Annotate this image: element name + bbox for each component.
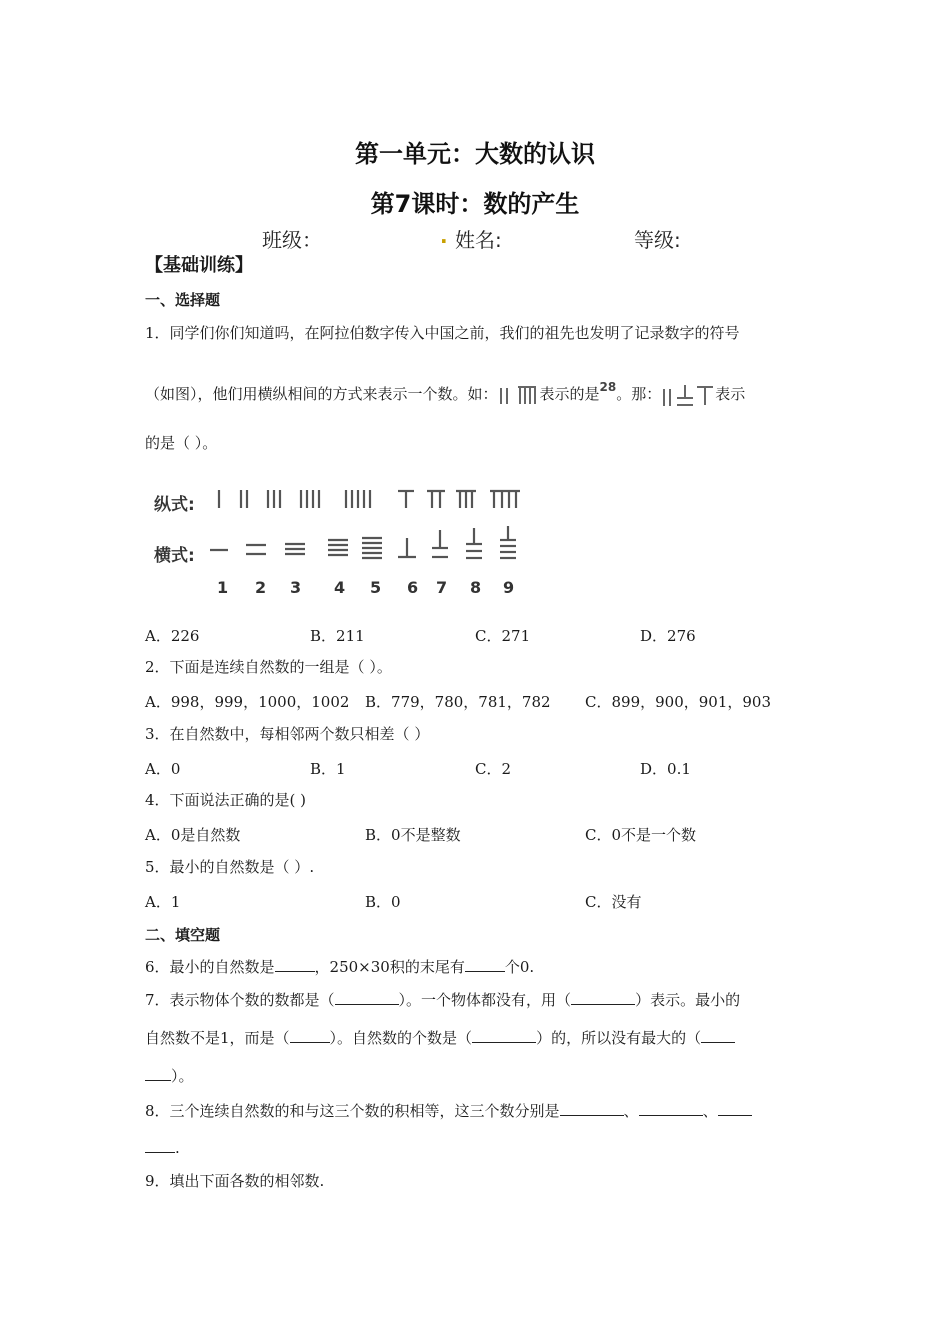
- q3-option-c[interactable]: C．2: [475, 760, 512, 778]
- q7-text-g: ）。: [171, 1067, 194, 1085]
- vertical-form-label: 纵式:: [154, 495, 195, 515]
- part1-heading: 一、选择题: [145, 291, 221, 309]
- lesson-title: 第7课时：数的产生: [370, 190, 580, 218]
- rod-horizontal-6: [398, 538, 416, 557]
- example-value: 28: [599, 380, 617, 394]
- class-label: 班级：: [262, 228, 322, 252]
- q8-sep-1: 、: [623, 1102, 639, 1120]
- rod-numeral-question-icon: [661, 381, 715, 409]
- q3-option-a[interactable]: A．0: [145, 760, 181, 778]
- q7-text-b: ）。一个物体都没有，用（: [398, 991, 572, 1009]
- q1-line2c: 。那：: [616, 385, 662, 403]
- digit-4: 4: [334, 578, 346, 597]
- q8-text-a: 8．三个连续自然数的和与这三个数的积相等，这三个数分别是: [145, 1102, 560, 1120]
- digit-2: 2: [255, 578, 267, 597]
- rod-horizontal-9: [500, 526, 516, 558]
- q8-blank-2[interactable]: [639, 1101, 703, 1116]
- digit-1: 1: [217, 578, 229, 597]
- rod-horizontal-8: [466, 528, 482, 558]
- q5-option-c[interactable]: C．没有: [585, 893, 642, 911]
- q6-text-b: ，250×30积的末尾有: [314, 958, 465, 976]
- q7-text-e: ）。自然数的个数是（: [329, 1029, 473, 1047]
- rod-horizontal-4: [328, 540, 348, 555]
- rod-numeral-example-icon: [498, 384, 540, 406]
- q5-option-a[interactable]: A．1: [145, 893, 181, 911]
- q1-line2b: 表示的是: [539, 385, 600, 403]
- digit-3: 3: [290, 578, 302, 597]
- q1-line3: 的是（ ）。: [145, 434, 218, 452]
- q8-blank-3a[interactable]: [718, 1101, 752, 1116]
- q1-option-b[interactable]: B．211: [310, 627, 365, 645]
- q6-blank-1[interactable]: [275, 957, 315, 972]
- q1-line2d: 表示: [715, 385, 746, 403]
- rod-numeral-table: [150, 478, 550, 608]
- q2-option-a[interactable]: A．998，999，1000，1002: [145, 693, 350, 711]
- q2-text: 2．下面是连续自然数的一组是（ ）。: [145, 658, 392, 676]
- q6: [145, 957, 534, 977]
- q7-blank-4[interactable]: [472, 1028, 536, 1043]
- separator-dot: .: [440, 224, 448, 248]
- rod-vertical-4: [301, 490, 319, 508]
- q4-option-b[interactable]: B．0不是整数: [365, 826, 461, 844]
- q7-blank-3[interactable]: [290, 1028, 330, 1043]
- q4-text: 4．下面说法正确的是( ): [145, 791, 307, 809]
- section-title: 【基础训练】: [145, 255, 253, 276]
- q7-line2: [145, 1028, 735, 1048]
- part2-heading: 二、填空题: [145, 926, 221, 944]
- q8-sep-2: 、: [702, 1102, 718, 1120]
- rod-vertical-8: [456, 491, 476, 508]
- q3-text: 3．在自然数中，每相邻两个数只相差（ ）: [145, 725, 430, 743]
- rod-horizontal-7: [432, 530, 448, 557]
- digit-9: 9: [503, 578, 515, 597]
- q7-text-d: 自然数不是1，而是（: [145, 1029, 290, 1047]
- grade-label: 等级:: [634, 228, 681, 252]
- q9-text: 9．填出下面各数的相邻数.: [145, 1172, 325, 1190]
- q6-blank-2[interactable]: [465, 957, 505, 972]
- horizontal-form-label: 横式:: [154, 546, 195, 566]
- q1-line2a: （如图），他们用横纵相间的方式来表示一个数。如：: [145, 385, 498, 403]
- q7-blank-2[interactable]: [571, 990, 635, 1005]
- rod-vertical-5: [346, 490, 370, 508]
- q7-text-f: ）的，所以没有最大的（: [536, 1029, 702, 1047]
- q1-option-a[interactable]: A．226: [145, 627, 200, 645]
- rod-vertical-2: [241, 490, 247, 508]
- rod-horizontal-3: [285, 544, 305, 554]
- q2-option-c[interactable]: C．899，900，901，903: [585, 693, 771, 711]
- digit-6: 6: [407, 578, 419, 597]
- digit-8: 8: [470, 578, 482, 597]
- rod-vertical-6: [398, 491, 414, 508]
- digit-5: 5: [370, 578, 382, 597]
- q8-blank-3b[interactable]: [145, 1138, 175, 1153]
- q4-option-a[interactable]: A．0是自然数: [145, 826, 241, 844]
- q7-blank-1[interactable]: [335, 990, 399, 1005]
- q3-option-b[interactable]: B．1: [310, 760, 346, 778]
- q1-line1: 1．同学们你们知道吗，在阿拉伯数字传入中国之前，我们的祖先也发明了记录数字的符号: [145, 324, 740, 342]
- q8-blank-1[interactable]: [560, 1101, 624, 1116]
- q2-option-b[interactable]: B．779，780，781，782: [365, 693, 551, 711]
- q8-line1: [145, 1101, 752, 1121]
- rod-vertical-3: [268, 490, 280, 508]
- q7-blank-5a[interactable]: [701, 1028, 735, 1043]
- rod-vertical-9: [490, 491, 520, 508]
- page-title: 第一单元：大数的认识: [355, 140, 595, 168]
- rod-numerals-chart: [150, 478, 550, 573]
- q8-end: .: [175, 1139, 180, 1157]
- q1-option-c[interactable]: C．271: [475, 627, 531, 645]
- q4-option-c[interactable]: C．0不是一个数: [585, 826, 697, 844]
- q6-text-c: 个0.: [504, 958, 535, 976]
- name-label: 姓名:: [455, 228, 502, 252]
- q1-line2: [145, 372, 745, 402]
- q7-text-a: 7．表示物体个数的数都是（: [145, 991, 335, 1009]
- digit-7: 7: [436, 578, 448, 597]
- rod-vertical-7: [427, 491, 445, 508]
- q7-line1: [145, 990, 740, 1010]
- q7-line3: [145, 1066, 194, 1086]
- q8-line2: [145, 1138, 180, 1158]
- rod-horizontal-5: [362, 538, 382, 558]
- q3-option-d[interactable]: D．0.1: [640, 760, 691, 778]
- rod-horizontal-2: [246, 545, 266, 554]
- q1-option-d[interactable]: D．276: [640, 627, 696, 645]
- q7-blank-5b[interactable]: [145, 1066, 171, 1081]
- q5-option-b[interactable]: B．0: [365, 893, 401, 911]
- q6-text-a: 6．最小的自然数是: [145, 958, 275, 976]
- q7-text-c: ）表示。最小的: [635, 991, 741, 1009]
- q5-text: 5．最小的自然数是（ ）.: [145, 858, 315, 876]
